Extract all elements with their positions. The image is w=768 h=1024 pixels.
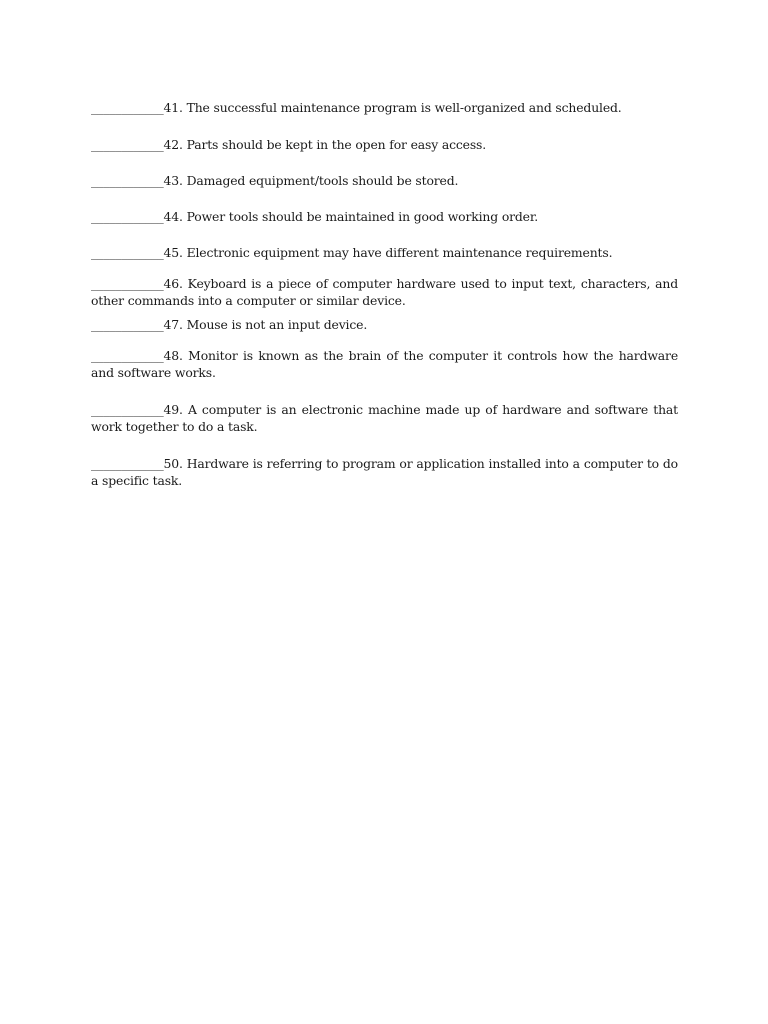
question-text: 41. The successful maintenance program is well-organized and scheduled. bbox=[163, 100, 622, 115]
question-text: 47. Mouse is not an input device. bbox=[163, 317, 368, 332]
answer-blank: ____________ bbox=[91, 209, 164, 224]
question-43 bbox=[91, 172, 678, 189]
question-41 bbox=[91, 99, 678, 116]
question-50 bbox=[91, 455, 678, 489]
answer-blank: ____________ bbox=[91, 348, 164, 363]
question-text: 42. Parts should be kept in the open for easy access. bbox=[163, 137, 487, 152]
answer-blank: ____________ bbox=[91, 402, 164, 417]
answer-blank: ____________ bbox=[91, 137, 164, 152]
question-42 bbox=[91, 136, 678, 153]
question-49 bbox=[91, 401, 678, 435]
answer-blank: ____________ bbox=[91, 245, 164, 260]
question-text: 44. Power tools should be maintained in good working order. bbox=[163, 209, 539, 224]
answer-blank: ____________ bbox=[91, 276, 164, 291]
question-text: 50. Hardware is referring to program or application installed into a computer to do a specific task. bbox=[91, 456, 678, 488]
question-text: 49. A computer is an electronic machine made up of hardware and software that work together to do a task. bbox=[91, 402, 678, 434]
answer-blank: ____________ bbox=[91, 100, 164, 115]
question-text: 45. Electronic equipment may have different maintenance requirements. bbox=[163, 245, 613, 260]
question-47 bbox=[91, 316, 678, 333]
question-45 bbox=[91, 244, 678, 261]
question-text: 43. Damaged equipment/tools should be stored. bbox=[163, 173, 459, 188]
answer-blank: ____________ bbox=[91, 456, 164, 471]
question-text: 48. Monitor is known as the brain of the computer it controls how the hardware and software works. bbox=[91, 348, 678, 380]
question-44 bbox=[91, 208, 678, 225]
answer-blank: ____________ bbox=[91, 317, 164, 332]
question-text: 46. Keyboard is a piece of computer hardware used to input text, characters, and other commands into a computer or similar device. bbox=[91, 276, 678, 308]
answer-blank: ____________ bbox=[91, 173, 164, 188]
question-46 bbox=[91, 275, 678, 309]
question-48 bbox=[91, 347, 678, 381]
